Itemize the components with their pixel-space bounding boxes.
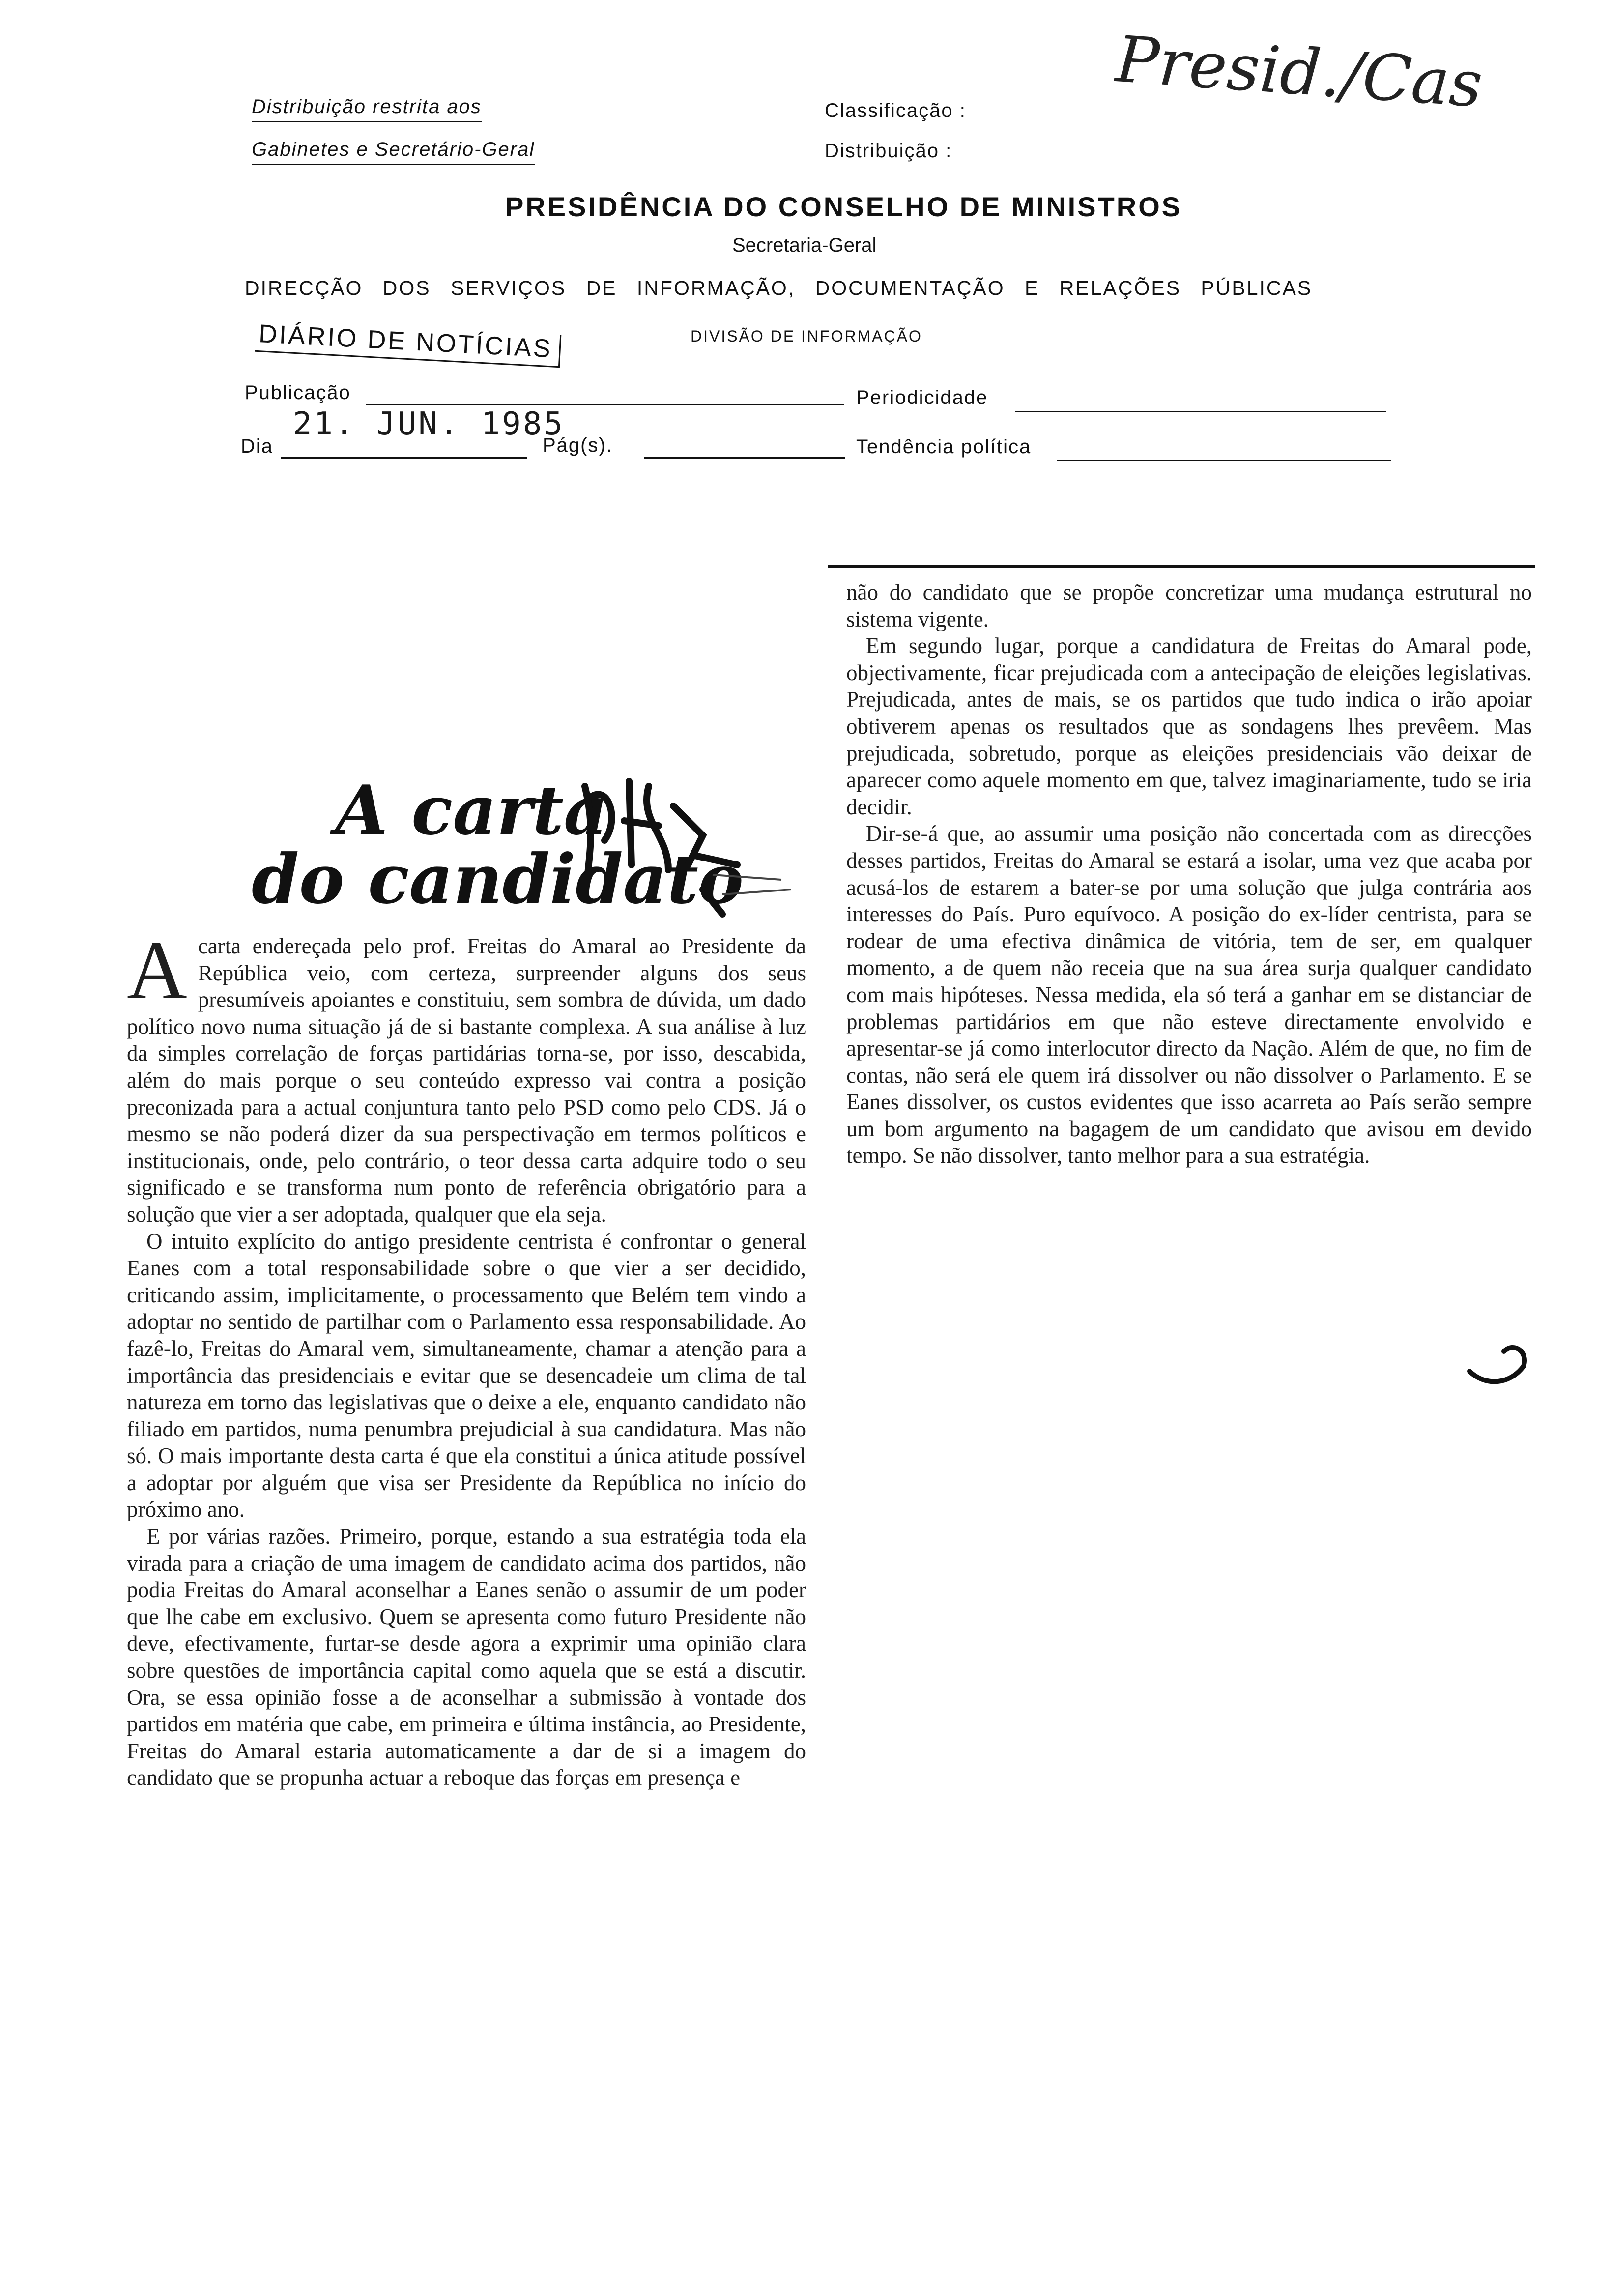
article-paragraph: E por várias razões. Primeiro, porque, estando a sua estratégia toda ela virada para a criação de uma imagem de candidato acima dos partidos, não podia Freitas do Amaral aconselhar a Eanes senão o assumir de um poder que lhe cabe em exclusivo. Quem se apresenta como futuro Presidente não deve, efectivamente, furtar-se desde agora a exprimir uma opinião clara sobre questões de importância capital como aquela que se está a discutir. Ora, se essa opinião fosse a de aconselhar a submissão à vontade dos partidos em matéria que cabe, em primeira e última instância, ao Presidente, Freitas do Amaral estaria automaticamente a dar de si a imagem do candidato que se propunha actuar a reboque das forças em presença e bbox=[127, 1524, 806, 1790]
distribuicao-label: Distribuição : bbox=[825, 140, 952, 162]
article-paragraph: O intuito explícito do antigo presidente centrista é confrontar o general Eanes com a total responsabilidade sobre o que vier a ser decidido, criticando assim, implicitamente, o processamento que Belém tem vindo a adoptar no sentido de partilhar com o Parlamento essa responsabilidade. Ao fazê-lo, Freitas do Amaral vem, simultaneamente, chamar a atenção para a importância das presidenciais e evitar que se desencadeie um clima de tal natureza em torno das legislativas que o deixe a ele, enquanto candidato não filiado em partidos, numa penumbra prejudicial à sua candidatura. Mas não só. O mais importante desta carta é que ela constitui a única atitude possível a adoptar por alguém que visa ser Presidente da República no início do próximo ano. bbox=[127, 1229, 806, 1522]
pags-label: Pág(s). bbox=[543, 434, 613, 456]
division-label: DIVISÃO DE INFORMAÇÃO bbox=[691, 327, 922, 345]
publicacao-line bbox=[366, 404, 844, 405]
distribution-restriction-line2: Gabinetes e Secretário-Geral bbox=[252, 139, 535, 165]
handwritten-scribble-icon bbox=[575, 767, 801, 919]
publicacao-label: Publicação bbox=[245, 382, 351, 403]
article-column-left bbox=[127, 924, 806, 1791]
article-title-line1: A carta bbox=[335, 770, 608, 850]
handwritten-annotation: Presid./Cas bbox=[1113, 22, 1485, 122]
end-mark-scribble-icon bbox=[1465, 1337, 1533, 1391]
article-paragraph bbox=[127, 924, 806, 1228]
article-paragraph: não do candidato que se propõe concretizar uma mudança estrutural no sistema vigente. bbox=[846, 580, 1532, 631]
article-paragraph: Dir-se-á que, ao assumir uma posição não concertada com as direcções desses partidos, Freitas do Amaral se estará a isolar, uma vez que acaba por acusá-los de estarem a bater-se por uma solução que julga contrária aos interesses do País. Puro equívoco. A posição do ex-líder centrista, para se rodear de uma efectiva dinâmica de vitória, tem de ser, em qualquer momento, a de quem não receia que na sua área surja qualquer candidato com mais hipóteses. Nessa medida, ela só terá a ganhar em se distanciar de problemas partidários em que não esteve directamente envolvido e apresentar-se já como interlocutor directo da Nação. Além de que, no fim de contas, não será ele quem irá dissolver ou não dissolver o Parlamento. E se Eanes dissolver, os custos evidentes que isso acarreta ao País serão sempre um bom argumento na bagagem de um candidato que avisou em devido tempo. Se não dissolver, tanto melhor para a sua estratégia. bbox=[846, 821, 1532, 1168]
publication-stamp: DIÁRIO DE NOTÍCIAS bbox=[255, 319, 561, 368]
organization-title: PRESIDÊNCIA DO CONSELHO DE MINISTROS bbox=[505, 191, 1182, 222]
article-paragraph-text: carta endereçada pelo prof. Freitas do Amaral ao Presidente da República veio, com certeza, surpreender alguns dos seus presumíveis apoiantes e constituiu, sem sombra de dúvida, um dado político novo numa situação já de si bastante complexa. A sua análise à luz da simples correlação de forças partidárias torna-se, por isso, descabida, além do mais porque o seu conteúdo expresso vai contra a posição preconizada para a actual conjuntura tanto pelo PSD como pelo CDS. Já o mesmo se não poderá dizer da sua perspectivação em termos políticos e institucionais, onde, pelo contrário, o teor dessa carta adquire todo o seu significado e se transforma num ponto de referência obrigatório para a solução que vier a ser adoptada, qualquer que ela seja. bbox=[127, 934, 806, 1227]
article-title-line2: do candidato bbox=[252, 839, 744, 919]
article-paragraph: Em segundo lugar, porque a candidatura de Freitas do Amaral pode, objectivamente, ficar prejudicada com a antecipação de eleições legislativas. Prejudicada, antes de mais, se os partidos que tudo indica o irão apoiar obtiverem apenas os resultados que as sondagens lhes prevêem. Mas prejudicada, sobretudo, porque as eleições presidenciais vão deixar de aparecer como aquele momento em que, talvez imaginariamente, tudo se iria decidir. bbox=[846, 633, 1532, 819]
dia-line bbox=[281, 457, 527, 459]
dia-label: Dia bbox=[241, 435, 274, 457]
periodicidade-line bbox=[1015, 411, 1386, 412]
publication-date: 21. JUN. 1985 bbox=[293, 406, 565, 442]
periodicidade-label: Periodicidade bbox=[856, 387, 988, 408]
tendencia-line bbox=[1057, 460, 1391, 461]
directorate-title: DIRECÇÃO DOS SERVIÇOS DE INFORMAÇÃO, DOCUMENTAÇÃO E RELAÇÕES PÚBLICAS bbox=[245, 277, 1313, 299]
classificacao-label: Classificação : bbox=[825, 100, 966, 121]
article-column-right bbox=[846, 579, 1532, 1169]
pags-line bbox=[644, 457, 845, 459]
secretariat-label: Secretaria-Geral bbox=[732, 234, 877, 256]
tendencia-label: Tendência política bbox=[856, 436, 1032, 458]
distribution-restriction-line1: Distribuição restrita aos bbox=[252, 96, 482, 122]
column-top-rule bbox=[828, 565, 1535, 568]
dropcap-letter: A bbox=[127, 924, 187, 1016]
